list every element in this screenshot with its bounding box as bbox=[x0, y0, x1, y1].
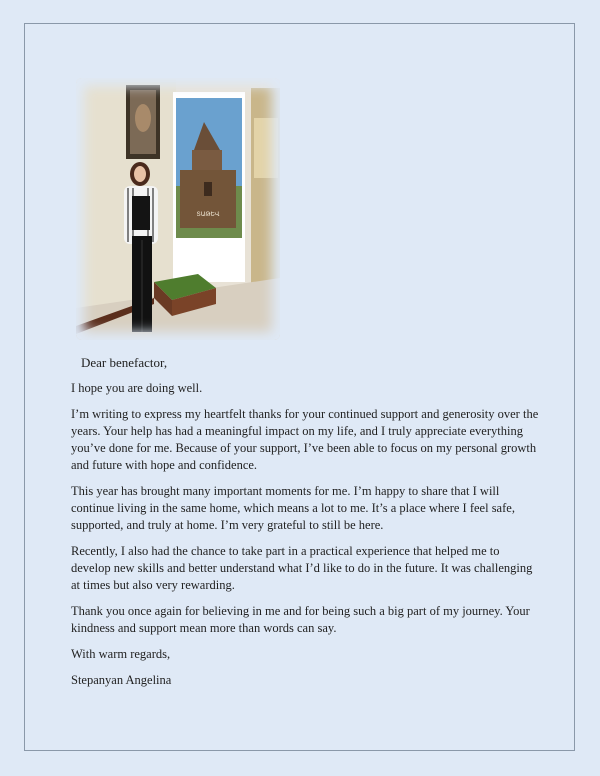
salutation: Dear benefactor, bbox=[81, 355, 168, 370]
photo-illustration bbox=[76, 78, 280, 340]
church-body bbox=[180, 170, 236, 228]
paragraph-greeting: I hope you are doing well. bbox=[71, 381, 203, 395]
paragraph-gratitude: Thank you once again for believing in me and for being such a big part of my journey. Your kindness and support mean more than words can say. bbox=[71, 604, 530, 635]
letter-body bbox=[71, 354, 541, 698]
paragraph-thanks: I’m writing to express my heartfelt thanks for your continued support and generosity over the years. Your help has had a meaningful impact on my life, and I truly appreciate everything you’ve done for me. Because of your support, I’ve been able to focus on my personal growth and future with hope and confidence. bbox=[71, 407, 539, 472]
signature: Stepanyan Angelina bbox=[71, 673, 172, 687]
paragraph-experience: Recently, I also had the chance to take part in a practical experience that helped me to develop new skills and better understand what I’d like to do in the future. It was challenging at times but also very rewarding. bbox=[71, 544, 533, 592]
face bbox=[134, 166, 146, 182]
corridor-light bbox=[254, 118, 278, 178]
letter-photo bbox=[76, 78, 280, 340]
paragraph-year: This year has brought many important moments for me. I’m happy to share that I will continue living in the same home, which means a lot to me. It’s a place where I feel safe, supported, and truly at home. I’m very grateful to still be here. bbox=[71, 484, 515, 532]
black-corset bbox=[132, 196, 150, 230]
church-window bbox=[204, 182, 212, 196]
closing: With warm regards, bbox=[71, 647, 171, 661]
painting-figure bbox=[135, 104, 151, 132]
church-drum bbox=[192, 150, 222, 172]
banner-text: ՏԱԹԵՎ bbox=[196, 211, 220, 218]
